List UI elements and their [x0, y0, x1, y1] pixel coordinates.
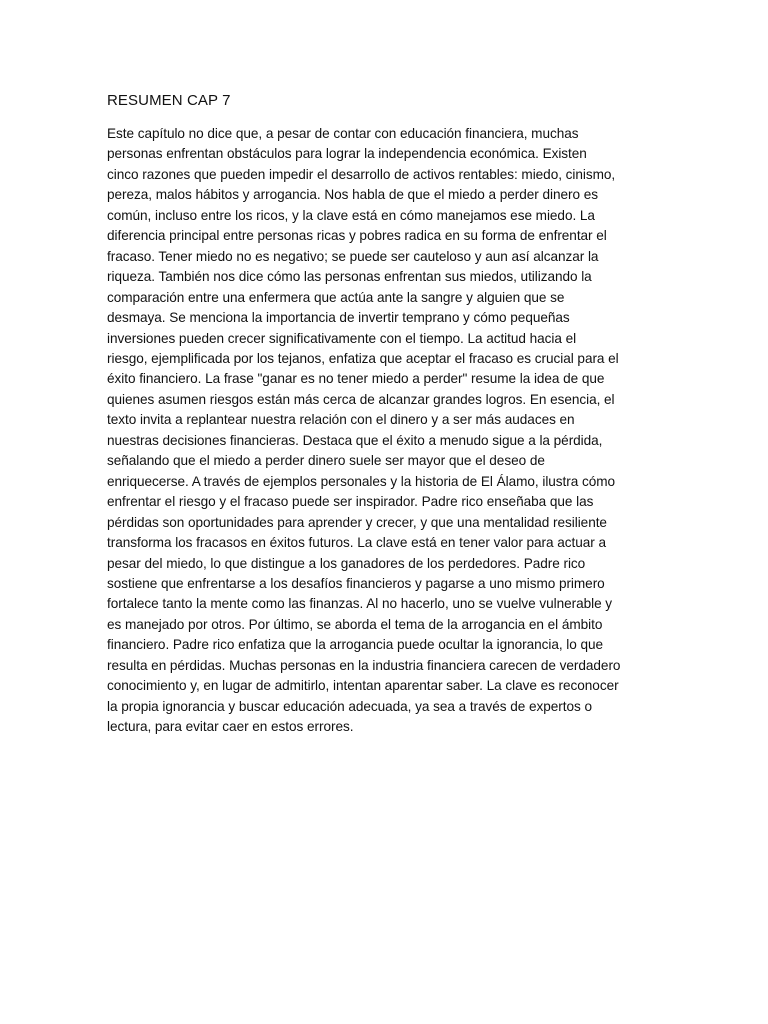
- paragraph-line: éxito financiero. La frase "ganar es no tener miedo a perder" resume la idea de que: [107, 371, 605, 387]
- paragraph-line: fortalece tanto la mente como las finanzas. Al no hacerlo, uno se vuelve vulnerable y: [107, 596, 613, 612]
- summary-paragraph: [107, 124, 667, 738]
- paragraph-line: personas enfrentan obstáculos para lograr la independencia económica. Existen: [107, 146, 587, 162]
- paragraph-line: comparación entre una enfermera que actúa ante la sangre y alguien que se: [107, 289, 565, 305]
- paragraph-line: texto invita a replantear nuestra relación con el dinero y a ser más audaces en: [107, 412, 575, 428]
- paragraph-line: es manejado por otros. Por último, se aborda el tema de la arrogancia en el ámbito: [107, 616, 603, 632]
- paragraph-line: riqueza. También nos dice cómo las personas enfrentan sus miedos, utilizando la: [107, 269, 592, 285]
- paragraph-line: pereza, malos hábitos y arrogancia. Nos habla de que el miedo a perder dinero es: [107, 187, 598, 203]
- paragraph-line: sostiene que enfrentarse a los desafíos financieros y pagarse a uno mismo primero: [107, 575, 605, 591]
- paragraph-line: inversiones pueden crecer significativamente con el tiempo. La actitud hacia el: [107, 330, 577, 346]
- paragraph-line: lectura, para evitar caer en estos errores.: [107, 719, 354, 735]
- document-title: RESUMEN CAP 7: [107, 92, 231, 109]
- paragraph-line: enfrentar el riesgo y el fracaso puede ser inspirador. Padre rico enseñaba que las: [107, 494, 594, 510]
- paragraph-line: riesgo, ejemplificada por los tejanos, enfatiza que aceptar el fracaso es crucial para el: [107, 350, 619, 366]
- paragraph-line: transforma los fracasos en éxitos futuros. La clave está en tener valor para actuar a: [107, 535, 606, 551]
- paragraph-line: enriquecerse. A través de ejemplos personales y la historia de El Álamo, ilustra cómo: [107, 473, 616, 489]
- paragraph-line: desmaya. Se menciona la importancia de invertir temprano y cómo pequeñas: [107, 310, 570, 326]
- paragraph-line: pesar del miedo, lo que distingue a los ganadores de los perdedores. Padre rico: [107, 555, 586, 571]
- paragraph-line: pérdidas son oportunidades para aprender y crecer, y que una mentalidad resiliente: [107, 514, 607, 530]
- paragraph-line: nuestras decisiones financieras. Destaca que el éxito a menudo sigue a la pérdida,: [107, 432, 603, 448]
- paragraph-line: fracaso. Tener miedo no es negativo; se puede ser cauteloso y aun así alcanzar la: [107, 248, 599, 264]
- paragraph-line: común, incluso entre los ricos, y la clave está en cómo manejamos ese miedo. La: [107, 207, 595, 223]
- paragraph-line: cinco razones que pueden impedir el desarrollo de activos rentables: miedo, cinismo,: [107, 166, 616, 182]
- paragraph-line: quienes asumen riesgos están más cerca de alcanzar grandes logros. En esencia, el: [107, 391, 615, 407]
- paragraph-line: la propia ignorancia y buscar educación adecuada, ya sea a través de expertos o: [107, 698, 592, 714]
- paragraph-line: conocimiento y, en lugar de admitirlo, intentan aparentar saber. La clave es reconocer: [107, 678, 619, 694]
- paragraph-line: Este capítulo no dice que, a pesar de contar con educación financiera, muchas: [107, 126, 579, 141]
- paragraph-line: señalando que el miedo a perder dinero suele ser mayor que el deseo de: [107, 453, 545, 469]
- paragraph-line: financiero. Padre rico enfatiza que la arrogancia puede ocultar la ignorancia, lo que: [107, 637, 604, 653]
- paragraph-line: resulta en pérdidas. Muchas personas en la industria financiera carecen de verdadero: [107, 657, 621, 673]
- paragraph-line: diferencia principal entre personas ricas y pobres radica en su forma de enfrentar el: [107, 228, 607, 244]
